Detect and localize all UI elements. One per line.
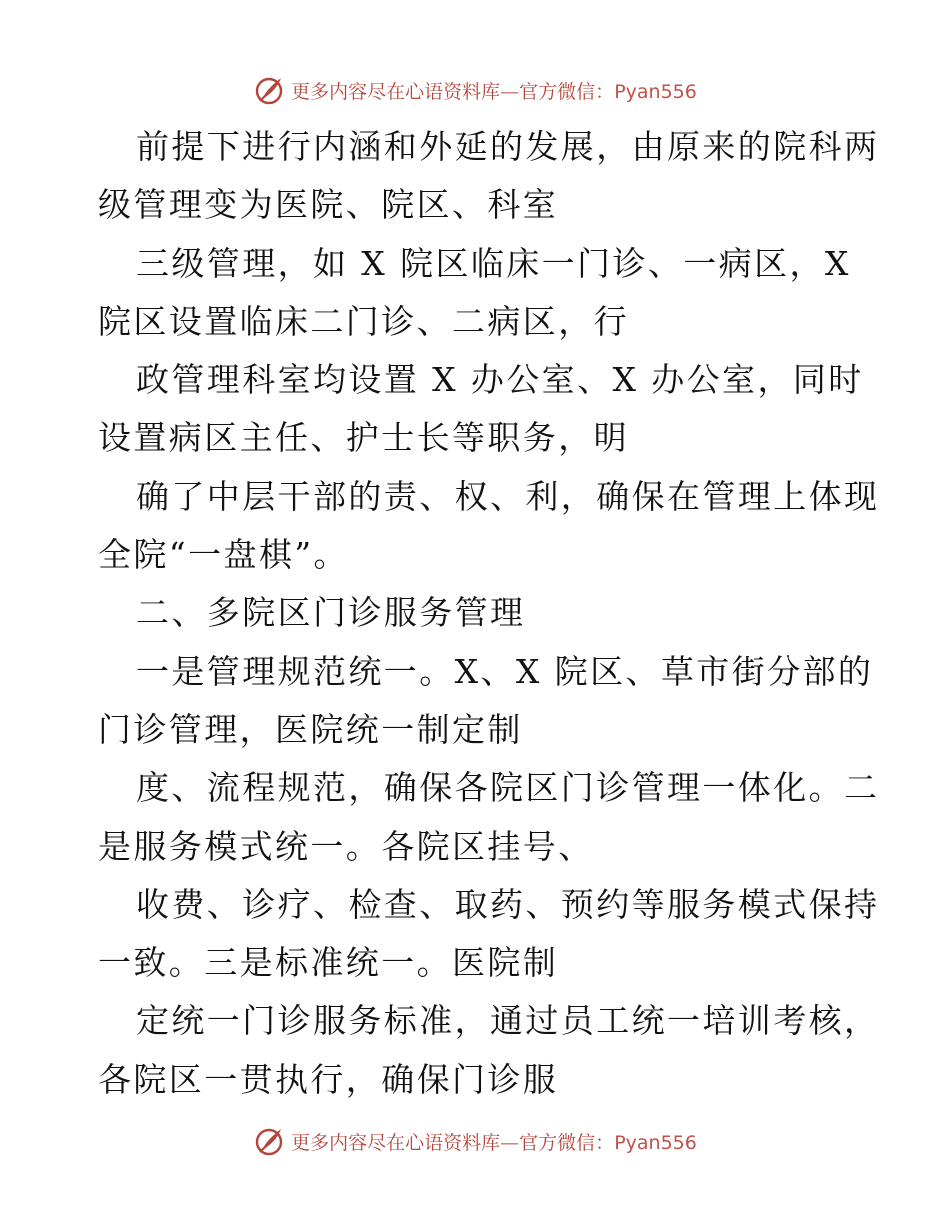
paragraph-line: 三级管理，如 X 院区临床一门诊、一病区，X bbox=[136, 243, 851, 283]
document-body bbox=[98, 118, 880, 1109]
footer-banner bbox=[0, 1121, 950, 1161]
paragraph-line: 二、多院区门诊服务管理 bbox=[136, 593, 526, 633]
banner-text bbox=[291, 1128, 697, 1155]
wechat-id: Pyan556 bbox=[614, 1131, 697, 1154]
paragraph-line: 确了中层干部的责、权、利，确保在管理上体现 bbox=[136, 476, 880, 516]
paragraph-line: 是服务模式统一。各院区挂号、 bbox=[98, 826, 594, 866]
header-banner bbox=[0, 70, 950, 110]
paragraph-line: 定统一门诊服务标准，通过员工统一培训考核， bbox=[136, 1001, 880, 1041]
paragraph-line: 各院区一贯执行，确保门诊服 bbox=[98, 1059, 559, 1099]
wechat-label: 官方微信： bbox=[519, 1131, 615, 1154]
banner-separator: — bbox=[500, 1131, 520, 1154]
paragraph-line: 院区设置临床二门诊、二病区，行 bbox=[98, 301, 629, 341]
paragraph-line: 设置病区主任、护士长等职务，明 bbox=[98, 418, 629, 458]
site-name: 更多内容尽在心语资料库 bbox=[291, 80, 501, 103]
paragraph-line: 全院“一盘棋”。 bbox=[98, 535, 349, 575]
quill-logo-icon bbox=[253, 74, 285, 106]
paragraph-line: 一致。三是标准统一。医院制 bbox=[98, 943, 559, 983]
quill-logo-icon bbox=[253, 1125, 285, 1157]
paragraph-line: 政管理科室均设置 X 办公室、X 办公室，同时 bbox=[136, 360, 864, 400]
paragraph-line: 前提下进行内涵和外延的发展，由原来的院科两 bbox=[136, 127, 880, 166]
wechat-label: 官方微信： bbox=[519, 80, 615, 103]
wechat-id: Pyan556 bbox=[614, 80, 697, 103]
paragraph-line: 收费、诊疗、检查、取药、预约等服务模式保持 bbox=[136, 884, 880, 924]
paragraph-line: 级管理变为医院、院区、科室 bbox=[98, 185, 559, 225]
banner-separator: — bbox=[500, 80, 520, 103]
banner-text bbox=[291, 77, 697, 104]
paragraph-line: 门诊管理，医院统一制定制 bbox=[98, 709, 523, 749]
paragraph-line: 一是管理规范统一。X、X 院区、草市街分部的 bbox=[136, 651, 874, 691]
site-name: 更多内容尽在心语资料库 bbox=[291, 1131, 501, 1154]
paragraph-line: 度、流程规范，确保各院区门诊管理一体化。二 bbox=[136, 768, 880, 808]
